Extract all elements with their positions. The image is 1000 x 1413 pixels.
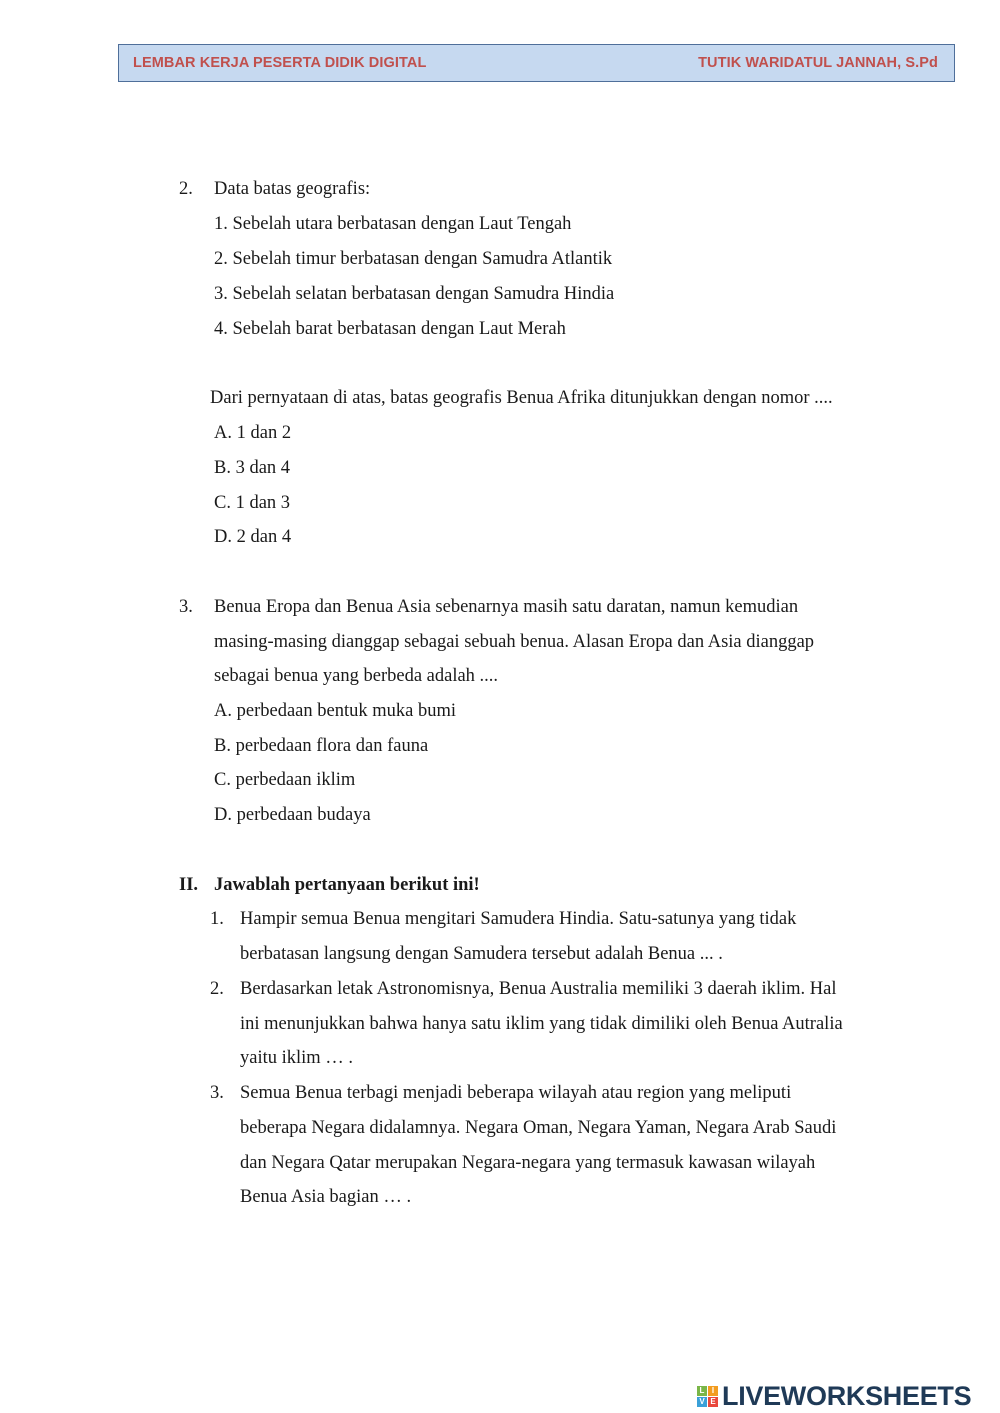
liveworksheets-logo[interactable] bbox=[697, 1380, 971, 1412]
logo-text: LIVEWORKSHEETS bbox=[722, 1380, 972, 1411]
s2-q3-line: Benua Asia bagian … . bbox=[240, 1187, 412, 1207]
logo-tile: I bbox=[708, 1386, 718, 1396]
logo-tile: E bbox=[708, 1397, 718, 1407]
q3-option-c[interactable]: C. perbedaan iklim bbox=[214, 770, 356, 790]
header-author: TUTIK WARIDATUL JANNAH, S.Pd bbox=[698, 55, 938, 71]
q2-question: Dari pernyataan di atas, batas geografis Benua Afrika ditunjukkan dengan nomor .... bbox=[210, 388, 833, 408]
q2-item: 2. Sebelah timur berbatasan dengan Samudra Atlantik bbox=[214, 249, 613, 269]
header-title: LEMBAR KERJA PESERTA DIDIK DIGITAL bbox=[133, 55, 427, 71]
q2-option-a[interactable]: A. 1 dan 2 bbox=[214, 423, 292, 443]
q3-text-line: Benua Eropa dan Benua Asia sebenarnya masih satu daratan, namun kemudian bbox=[214, 597, 799, 617]
q2-option-c[interactable]: C. 1 dan 3 bbox=[214, 493, 291, 513]
q2-item: 3. Sebelah selatan berbatasan dengan Samudra Hindia bbox=[214, 284, 615, 304]
q2-item: 4. Sebelah barat berbatasan dengan Laut Merah bbox=[214, 319, 566, 339]
q3-text-line: masing-masing dianggap sebagai sebuah benua. Alasan Eropa dan Asia dianggap bbox=[214, 632, 815, 652]
q2-title: Data batas geografis: bbox=[214, 179, 371, 199]
s2-q3-line: beberapa Negara didalamnya. Negara Oman, Negara Yaman, Negara Arab Saudi bbox=[240, 1118, 837, 1138]
s2-q3-line: dan Negara Qatar merupakan Negara-negara yang termasuk kawasan wilayah bbox=[240, 1153, 816, 1173]
s2-q1-line: Hampir semua Benua mengitari Samudera Hindia. Satu-satunya yang tidak bbox=[240, 909, 797, 929]
s2-q2-line: yaitu iklim … . bbox=[240, 1048, 354, 1068]
q3-text-line: sebagai benua yang berbeda adalah .... bbox=[214, 666, 499, 686]
section2-number: II. bbox=[179, 875, 199, 895]
q3-option-a[interactable]: A. perbedaan bentuk muka bumi bbox=[214, 701, 456, 721]
q3-number: 3. bbox=[179, 597, 193, 617]
section2-title: Jawablah pertanyaan berikut ini! bbox=[214, 875, 480, 895]
q3-option-b[interactable]: B. perbedaan flora dan fauna bbox=[214, 736, 429, 756]
liveworksheets-logo-icon bbox=[697, 1386, 718, 1407]
q2-number: 2. bbox=[179, 179, 193, 199]
s2-q2-number: 2. bbox=[210, 979, 224, 999]
q3-option-d[interactable]: D. perbedaan budaya bbox=[214, 805, 371, 825]
q2-item: 1. Sebelah utara berbatasan dengan Laut Tengah bbox=[214, 214, 572, 234]
s2-q2-line: ini menunjukkan bahwa hanya satu iklim yang tidak dimiliki oleh Benua Autralia bbox=[240, 1014, 843, 1034]
s2-q3-line: Semua Benua terbagi menjadi beberapa wilayah atau region yang meliputi bbox=[240, 1083, 792, 1103]
page-header bbox=[118, 44, 955, 82]
logo-tile: L bbox=[697, 1386, 707, 1396]
logo-tile: V bbox=[697, 1397, 707, 1407]
s2-q1-number: 1. bbox=[210, 909, 224, 929]
s2-q3-number: 3. bbox=[210, 1083, 224, 1103]
q2-option-b[interactable]: B. 3 dan 4 bbox=[214, 458, 291, 478]
s2-q1-line: berbatasan langsung dengan Samudera tersebut adalah Benua ... . bbox=[240, 944, 723, 964]
s2-q2-line: Berdasarkan letak Astronomisnya, Benua Australia memiliki 3 daerah iklim. Hal bbox=[240, 979, 837, 999]
q2-option-d[interactable]: D. 2 dan 4 bbox=[214, 527, 292, 547]
